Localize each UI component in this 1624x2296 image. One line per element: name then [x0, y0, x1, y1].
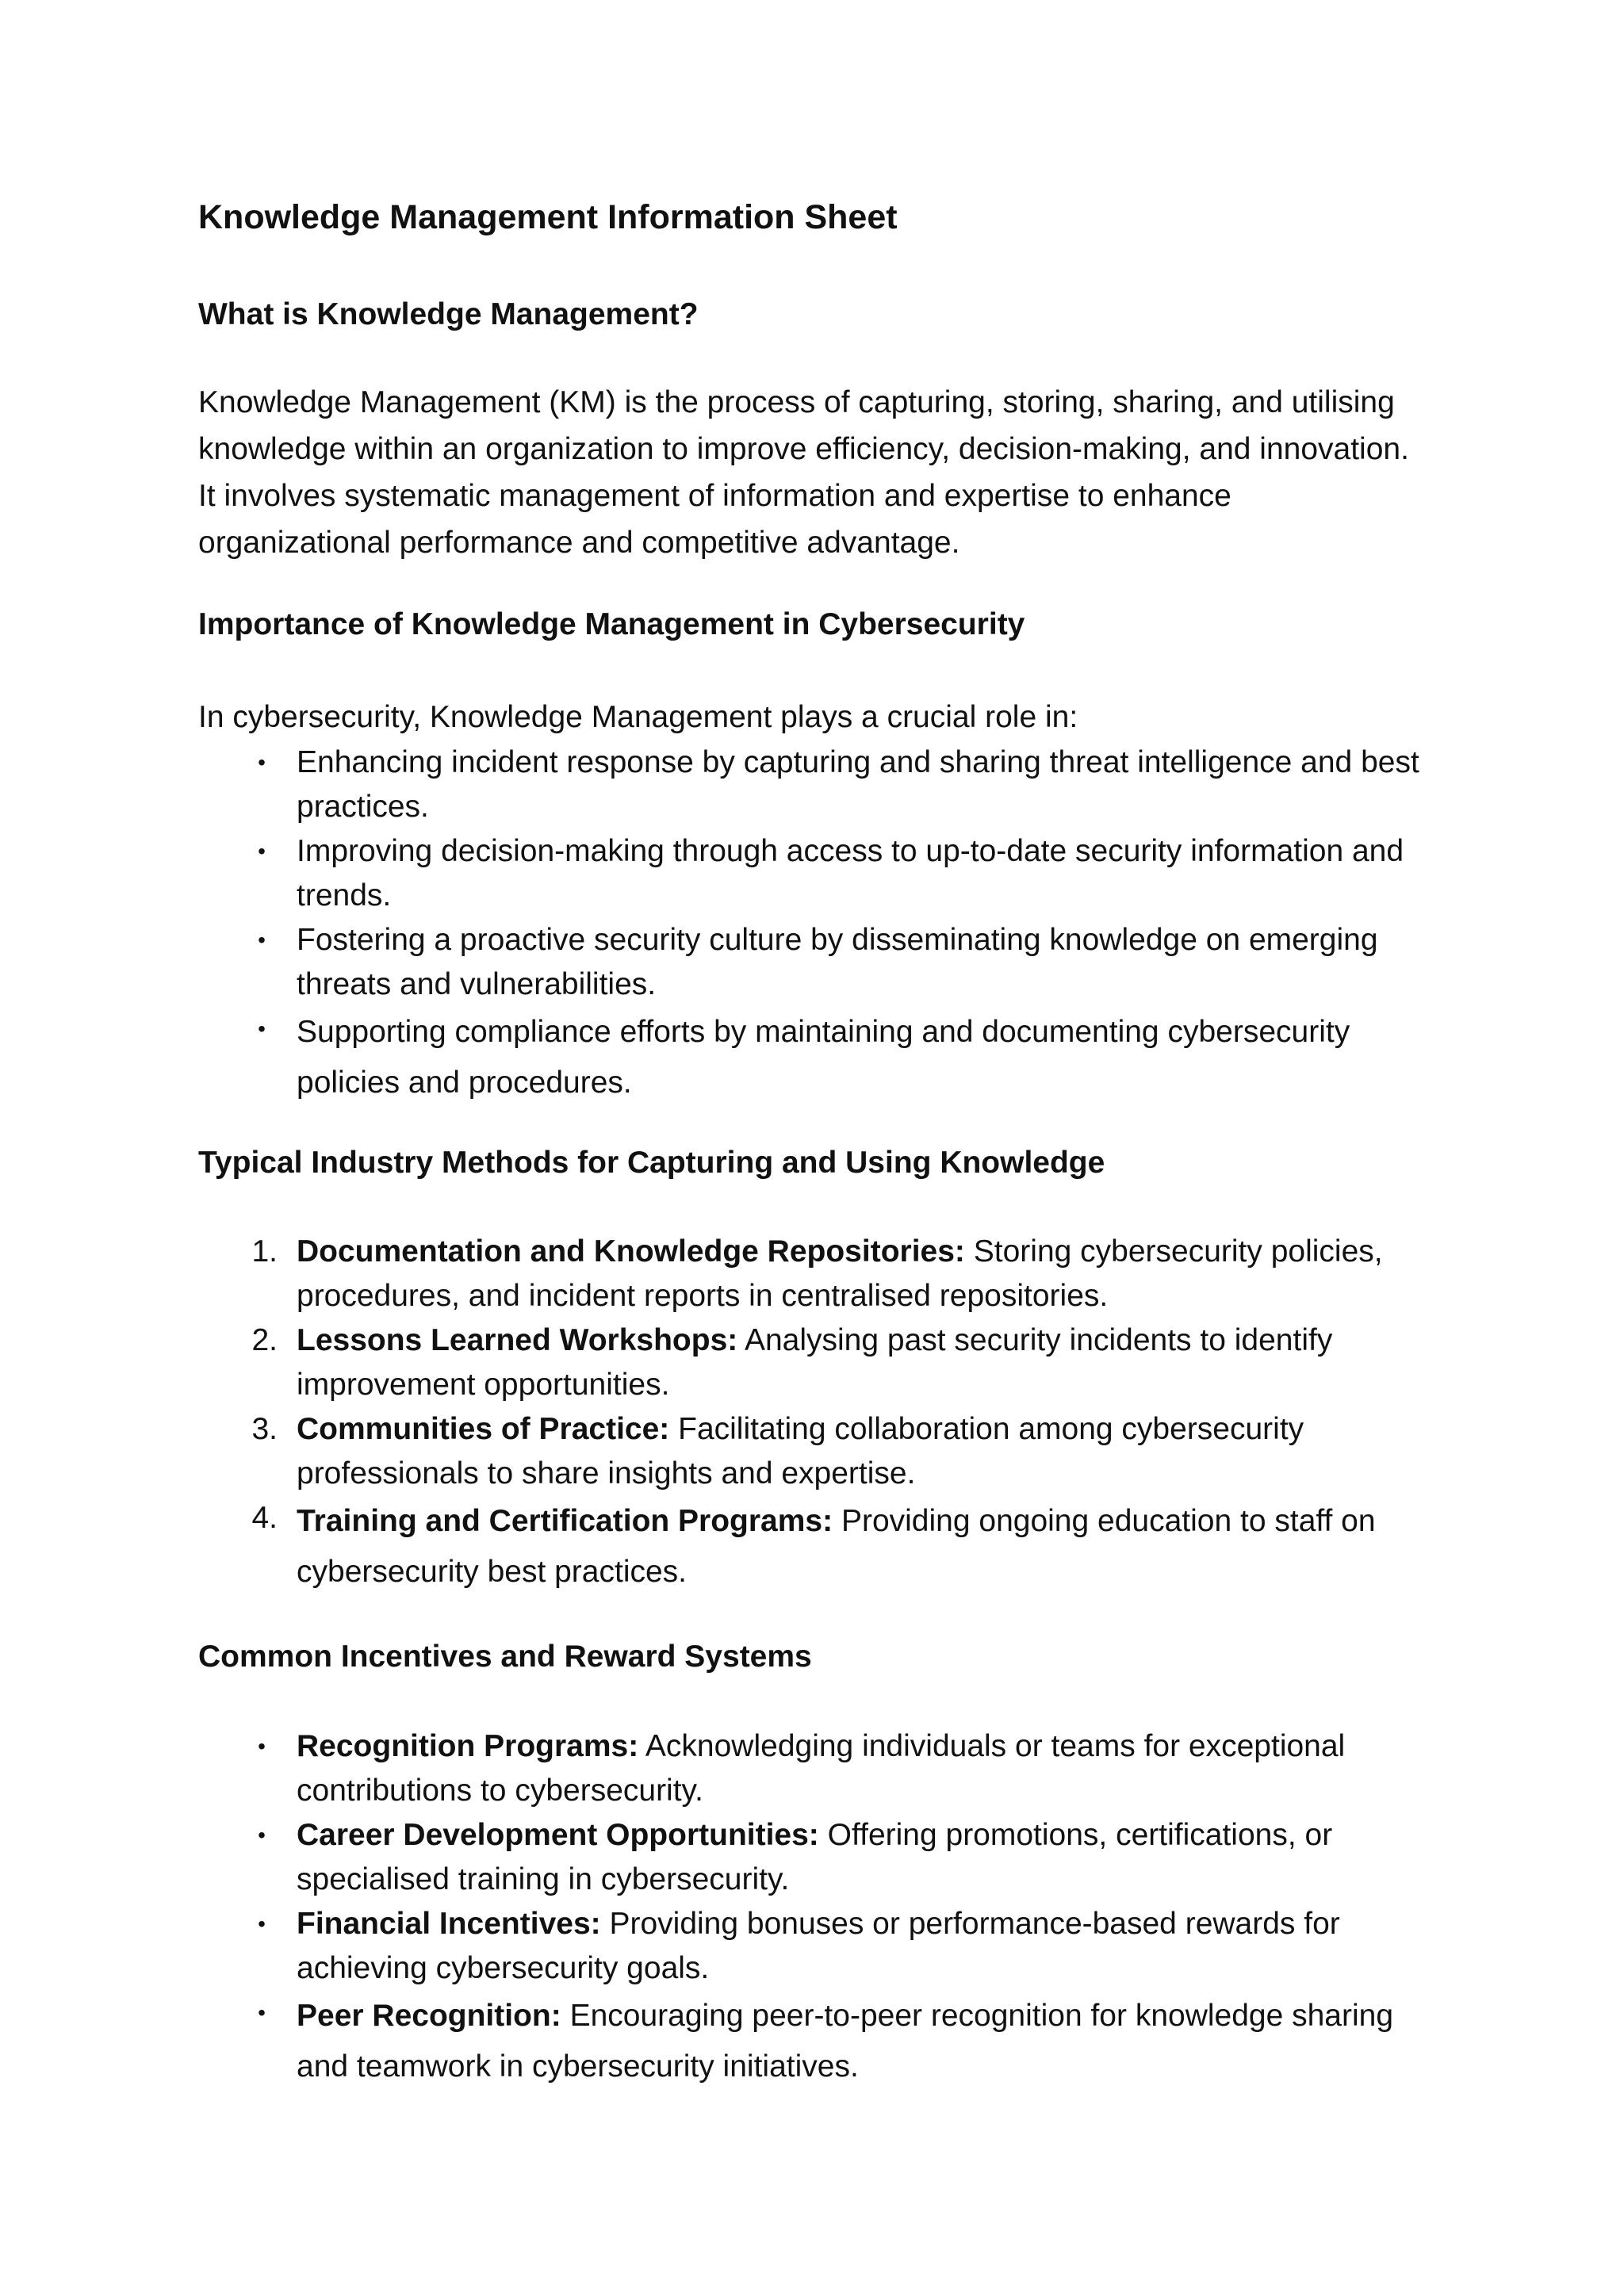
- list-item-label: Career Development Opportunities:: [297, 1818, 819, 1852]
- section-paragraph-km-definition: Knowledge Management (KM) is the process of capturing, storing, sharing, and utilising knowledge within an organization to improve efficiency, decision-making, and innovation. It involves systematic management of information and expertise to enhance organizational performance and competitive advantage.: [198, 385, 1409, 560]
- list-item: [198, 1813, 1423, 1902]
- importance-bullet-list: [198, 740, 1435, 1108]
- list-number: 4.: [251, 1501, 278, 1535]
- section-intro-km-importance: In cybersecurity, Knowledge Management plays a crucial role in:: [198, 700, 1078, 734]
- bullet-marker: •: [258, 1734, 266, 1758]
- section-heading-what-is-km: What is Knowledge Management?: [198, 297, 699, 331]
- section-heading-incentives: Common Incentives and Reward Systems: [198, 1640, 812, 1674]
- list-item-label: Recognition Programs:: [297, 1729, 639, 1763]
- bullet-marker: •: [258, 839, 266, 863]
- list-item: [198, 918, 1423, 1007]
- bullet-marker: •: [258, 1823, 266, 1847]
- section-heading-km-importance: Importance of Knowledge Management in Cybersecurity: [198, 607, 1025, 641]
- methods-numbered-list: [198, 1230, 1435, 1598]
- list-item-text: Facilitating collaboration among cybersecurity professionals to share insights and expertise.: [297, 1412, 1304, 1490]
- document-page: [198, 0, 1435, 2296]
- list-item-label: Communities of Practice:: [297, 1412, 670, 1446]
- list-item-text: Providing bonuses or performance-based rewards for achieving cybersecurity goals.: [297, 1907, 1340, 1985]
- list-item-label: Peer Recognition:: [297, 1999, 561, 2033]
- document-title: Knowledge Management Information Sheet: [198, 198, 898, 236]
- list-item-label: Documentation and Knowledge Repositories:: [297, 1234, 965, 1269]
- list-item-label: Financial Incentives:: [297, 1907, 601, 1941]
- list-item: [198, 1007, 1423, 1108]
- list-item: [198, 1902, 1423, 1991]
- bullet-marker: •: [258, 750, 266, 775]
- list-item-text: Acknowledging individuals or teams for exceptional contributions to cybersecurity.: [297, 1729, 1346, 1808]
- list-item-text: Providing ongoing education to staff on cybersecurity best practices.: [297, 1504, 1376, 1589]
- list-item: [198, 1496, 1423, 1598]
- list-item-text: Enhancing incident response by capturing and sharing threat intelligence and best practices.: [297, 745, 1419, 824]
- list-item-label: Lessons Learned Workshops:: [297, 1323, 738, 1357]
- list-item-text: Fostering a proactive security culture by disseminating knowledge on emerging threats and vulnerabilities.: [297, 923, 1378, 1001]
- list-number: 1.: [251, 1234, 278, 1269]
- list-number: 2.: [251, 1323, 278, 1357]
- list-item: [198, 829, 1423, 918]
- list-item-text: Encouraging peer-to-peer recognition for knowledge sharing and teamwork in cybersecurity initiatives.: [297, 1999, 1394, 2084]
- list-item: [198, 740, 1423, 829]
- bullet-marker: •: [258, 2000, 266, 2025]
- list-item-text: Improving decision-making through access to up-to-date security information and trends.: [297, 834, 1404, 913]
- list-item: [198, 1318, 1423, 1407]
- bullet-marker: •: [258, 1016, 266, 1041]
- bullet-marker: •: [258, 1911, 266, 1936]
- list-item-label: Training and Certification Programs:: [297, 1504, 833, 1538]
- list-item-text: Storing cybersecurity policies, procedures, and incident reports in centralised repositories.: [297, 1234, 1383, 1313]
- list-item: [198, 1991, 1423, 2092]
- list-number: 3.: [251, 1412, 278, 1446]
- section-heading-industry-methods: Typical Industry Methods for Capturing and Using Knowledge: [198, 1146, 1105, 1180]
- list-item: [198, 1724, 1423, 1813]
- bullet-marker: •: [258, 928, 266, 952]
- incentives-bullet-list: [198, 1724, 1435, 2092]
- list-item: [198, 1230, 1423, 1318]
- list-item-text: Supporting compliance efforts by maintaining and documenting cybersecurity policies and procedures.: [297, 1015, 1350, 1100]
- list-item-text: Offering promotions, certifications, or specialised training in cybersecurity.: [297, 1818, 1333, 1896]
- list-item-text: Analysing past security incidents to identify improvement opportunities.: [297, 1323, 1333, 1402]
- list-item: [198, 1407, 1423, 1496]
